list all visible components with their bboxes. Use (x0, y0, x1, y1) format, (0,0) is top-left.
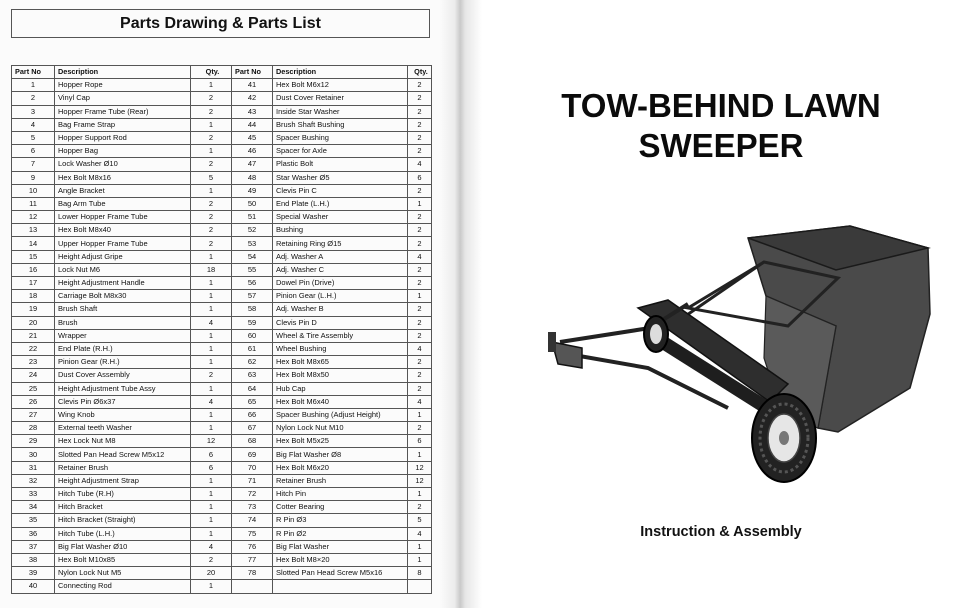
table-row (12, 488, 432, 501)
table-cell: 1 (191, 514, 232, 527)
table-row (12, 527, 432, 540)
table-cell: 2 (408, 92, 432, 105)
table-cell: 18 (191, 263, 232, 276)
table-cell: Wrapper (55, 329, 191, 342)
table-cell: 13 (12, 224, 55, 237)
table-row (12, 580, 432, 593)
table-cell: 4 (408, 527, 432, 540)
parts-table-body (12, 79, 432, 593)
table-row (12, 263, 432, 276)
table-cell: 1 (12, 79, 55, 92)
table-row (12, 303, 432, 316)
table-row (12, 501, 432, 514)
table-cell: Bushing (273, 224, 408, 237)
table-cell: Retainer Brush (273, 474, 408, 487)
table-cell: Spacer Bushing (273, 131, 408, 144)
table-cell: 43 (232, 105, 273, 118)
table-cell: 4 (191, 540, 232, 553)
table-cell: 2 (408, 211, 432, 224)
table-cell: 1 (191, 382, 232, 395)
table-row (12, 79, 432, 92)
table-cell: 2 (191, 369, 232, 382)
table-cell: 10 (12, 184, 55, 197)
table-cell: 55 (232, 263, 273, 276)
table-cell: Lock Washer Ø10 (55, 158, 191, 171)
table-cell: 1 (191, 580, 232, 593)
table-cell: 44 (232, 118, 273, 131)
table-row (12, 382, 432, 395)
table-cell: 6 (191, 448, 232, 461)
table-cell: 36 (12, 527, 55, 540)
parts-table-header-cell: Qty. (408, 66, 432, 79)
table-row (12, 395, 432, 408)
table-cell: Nylon Lock Nut M5 (55, 567, 191, 580)
table-cell: 12 (408, 461, 432, 474)
table-cell: 68 (232, 435, 273, 448)
table-cell: 2 (191, 224, 232, 237)
table-cell: 2 (408, 277, 432, 290)
table-cell: Big Flat Washer Ø8 (273, 448, 408, 461)
table-cell: 77 (232, 553, 273, 566)
table-cell: 61 (232, 342, 273, 355)
cover-subtitle: Instruction & Assembly (640, 524, 802, 540)
table-cell: 2 (408, 184, 432, 197)
table-cell: Angle Bracket (55, 184, 191, 197)
table-cell: Hex Bolt M8×20 (273, 553, 408, 566)
table-cell: 35 (12, 514, 55, 527)
table-cell: 2 (408, 356, 432, 369)
table-cell: 1 (191, 356, 232, 369)
table-cell: Height Adjustment Strap (55, 474, 191, 487)
table-cell: 48 (232, 171, 273, 184)
table-cell: 67 (232, 422, 273, 435)
table-cell: Slotted Pan Head Screw M5x12 (55, 448, 191, 461)
table-cell: 4 (191, 395, 232, 408)
table-cell: Hex Bolt M5x25 (273, 435, 408, 448)
table-cell: Brush Shaft Bushing (273, 118, 408, 131)
table-cell: 12 (12, 211, 55, 224)
table-cell: 1 (191, 488, 232, 501)
table-cell: 71 (232, 474, 273, 487)
table-cell: Hex Bolt M8x16 (55, 171, 191, 184)
table-cell: 5 (191, 171, 232, 184)
table-cell: 12 (191, 435, 232, 448)
table-cell: 60 (232, 329, 273, 342)
table-cell: 1 (191, 250, 232, 263)
parts-table-header-cell: Part No (12, 66, 55, 79)
table-cell: Hitch Tube (L.H.) (55, 527, 191, 540)
table-cell: 2 (12, 92, 55, 105)
table-row (12, 553, 432, 566)
parts-table-header-row (12, 66, 432, 79)
table-cell: Hex Bolt M8x40 (55, 224, 191, 237)
table-cell: Hopper Bag (55, 145, 191, 158)
table-cell: Retaining Ring Ø15 (273, 237, 408, 250)
table-cell: 63 (232, 369, 273, 382)
table-cell: Wheel Bushing (273, 342, 408, 355)
table-cell: 1 (408, 553, 432, 566)
table-cell: Cotter Bearing (273, 501, 408, 514)
table-cell: 2 (408, 118, 432, 131)
table-cell: Slotted Pan Head Screw M5x16 (273, 567, 408, 580)
table-cell: Lock Nut M6 (55, 263, 191, 276)
book-gutter-shadow (440, 0, 482, 608)
table-row (12, 342, 432, 355)
table-row (12, 224, 432, 237)
table-cell: R Pin Ø2 (273, 527, 408, 540)
table-cell: 2 (408, 79, 432, 92)
table-cell: 66 (232, 408, 273, 421)
table-cell: 26 (12, 395, 55, 408)
table-cell: Hub Cap (273, 382, 408, 395)
table-cell: 50 (232, 197, 273, 210)
table-cell: 5 (408, 514, 432, 527)
table-cell: 32 (12, 474, 55, 487)
table-row (12, 435, 432, 448)
table-cell: 33 (12, 488, 55, 501)
table-cell: 1 (191, 79, 232, 92)
table-cell: 1 (191, 342, 232, 355)
table-cell: 1 (191, 422, 232, 435)
table-cell: 39 (12, 567, 55, 580)
table-cell: 2 (408, 263, 432, 276)
table-cell: 27 (12, 408, 55, 421)
parts-table-header-cell: Description (55, 66, 191, 79)
table-row (12, 92, 432, 105)
table-cell: 1 (191, 303, 232, 316)
table-cell: 42 (232, 92, 273, 105)
table-cell: 9 (12, 171, 55, 184)
table-cell: 1 (408, 448, 432, 461)
table-cell: 51 (232, 211, 273, 224)
hitch-pin (548, 332, 556, 352)
table-row (12, 408, 432, 421)
table-cell: 31 (12, 461, 55, 474)
table-row (12, 118, 432, 131)
table-cell: 62 (232, 356, 273, 369)
table-cell: Pinion Gear (R.H.) (55, 356, 191, 369)
table-cell: Star Washer Ø5 (273, 171, 408, 184)
table-cell: 7 (12, 158, 55, 171)
table-cell: 16 (12, 263, 55, 276)
table-row (12, 567, 432, 580)
table-cell: 54 (232, 250, 273, 263)
table-cell: End Plate (R.H.) (55, 342, 191, 355)
table-cell: R Pin Ø3 (273, 514, 408, 527)
table-cell: 1 (191, 290, 232, 303)
parts-list-title: Parts Drawing & Parts List (11, 9, 430, 38)
table-cell: 59 (232, 316, 273, 329)
table-cell: Pinion Gear (L.H.) (273, 290, 408, 303)
table-cell: 12 (408, 474, 432, 487)
table-row (12, 540, 432, 553)
table-cell: Big Flat Washer Ø10 (55, 540, 191, 553)
table-cell: 6 (408, 435, 432, 448)
table-cell: Clevis Pin C (273, 184, 408, 197)
table-cell: 23 (12, 356, 55, 369)
table-cell: Hitch Tube (R.H) (55, 488, 191, 501)
table-cell: 76 (232, 540, 273, 553)
table-row (12, 514, 432, 527)
table-cell: Hopper Rope (55, 79, 191, 92)
table-cell: Special Washer (273, 211, 408, 224)
table-cell: 72 (232, 488, 273, 501)
table-cell: 28 (12, 422, 55, 435)
table-row (12, 145, 432, 158)
table-row (12, 197, 432, 210)
table-cell: Inside Star Washer (273, 105, 408, 118)
table-cell: 2 (408, 329, 432, 342)
table-cell: 21 (12, 329, 55, 342)
table-cell: 2 (408, 422, 432, 435)
table-cell: Retainer Brush (55, 461, 191, 474)
table-cell: Clevis Pin D (273, 316, 408, 329)
table-row (12, 105, 432, 118)
table-row (12, 316, 432, 329)
table-cell: 4 (12, 118, 55, 131)
table-cell: 1 (191, 474, 232, 487)
table-row (12, 422, 432, 435)
table-cell: 15 (12, 250, 55, 263)
table-cell: Hitch Bracket (Straight) (55, 514, 191, 527)
table-row (12, 356, 432, 369)
table-row (12, 290, 432, 303)
table-cell: 46 (232, 145, 273, 158)
table-cell: 4 (191, 316, 232, 329)
table-cell: 74 (232, 514, 273, 527)
table-cell: Carriage Bolt M8x30 (55, 290, 191, 303)
table-cell: Adj. Washer A (273, 250, 408, 263)
cover-title-line1: TOW-BEHIND LAWN (561, 87, 881, 124)
table-cell: 4 (408, 250, 432, 263)
table-cell: 2 (408, 382, 432, 395)
table-cell: 18 (12, 290, 55, 303)
table-cell: 3 (12, 105, 55, 118)
table-cell: 17 (12, 277, 55, 290)
table-cell: 4 (408, 158, 432, 171)
table-cell: Upper Hopper Frame Tube (55, 237, 191, 250)
table-cell: 8 (408, 567, 432, 580)
table-cell: 4 (408, 342, 432, 355)
table-cell: Nylon Lock Nut M10 (273, 422, 408, 435)
table-cell: 37 (12, 540, 55, 553)
table-cell: 34 (12, 501, 55, 514)
table-row (12, 448, 432, 461)
table-cell: 2 (408, 303, 432, 316)
table-cell: 4 (408, 395, 432, 408)
table-cell: 75 (232, 527, 273, 540)
table-cell: Dust Cover Retainer (273, 92, 408, 105)
table-cell: Hex Bolt M6x12 (273, 79, 408, 92)
table-cell: Hitch Bracket (55, 501, 191, 514)
table-cell: Spacer for Axle (273, 145, 408, 158)
table-cell: 29 (12, 435, 55, 448)
table-row (12, 184, 432, 197)
table-cell: 2 (408, 131, 432, 144)
table-row (12, 237, 432, 250)
cover-title (482, 86, 960, 166)
table-cell: Hex Bolt M10x85 (55, 553, 191, 566)
table-cell: 2 (408, 501, 432, 514)
table-cell: 1 (191, 118, 232, 131)
table-cell: Dowel Pin (Drive) (273, 277, 408, 290)
table-cell: 58 (232, 303, 273, 316)
table-cell: 47 (232, 158, 273, 171)
table-row (12, 131, 432, 144)
table-cell: 38 (12, 553, 55, 566)
table-cell: 53 (232, 237, 273, 250)
table-cell: 20 (191, 567, 232, 580)
table-cell: 2 (191, 553, 232, 566)
table-cell: 2 (191, 237, 232, 250)
table-cell: 2 (191, 197, 232, 210)
table-row (12, 474, 432, 487)
table-cell: Brush (55, 316, 191, 329)
hitch-tube (552, 342, 582, 368)
table-cell: 25 (12, 382, 55, 395)
table-cell: Vinyl Cap (55, 92, 191, 105)
table-cell: Spacer Bushing (Adjust Height) (273, 408, 408, 421)
table-cell: 2 (408, 369, 432, 382)
table-row (12, 461, 432, 474)
table-row (12, 171, 432, 184)
table-row (12, 211, 432, 224)
table-cell: 69 (232, 448, 273, 461)
table-cell: 45 (232, 131, 273, 144)
table-cell: 70 (232, 461, 273, 474)
table-cell: Hex Bolt M8x50 (273, 369, 408, 382)
table-cell: 2 (408, 224, 432, 237)
table-cell: Height Adjust Gripe (55, 250, 191, 263)
table-row (12, 277, 432, 290)
parts-list-page (0, 0, 452, 608)
table-cell (408, 580, 432, 593)
table-cell: 49 (232, 184, 273, 197)
parts-table (11, 65, 432, 594)
table-cell: 1 (191, 329, 232, 342)
table-cell: Dust Cover Assembly (55, 369, 191, 382)
table-cell: 41 (232, 79, 273, 92)
table-cell: Adj. Washer B (273, 303, 408, 316)
cover-title-line2: SWEEPER (638, 127, 804, 164)
table-cell: 2 (191, 92, 232, 105)
parts-table-header-cell: Qty. (191, 66, 232, 79)
table-cell: Connecting Rod (55, 580, 191, 593)
table-cell: Adj. Washer C (273, 263, 408, 276)
lawn-sweeper-illustration (538, 218, 938, 492)
table-cell: 1 (191, 501, 232, 514)
table-cell (232, 580, 273, 593)
table-cell: Hex Bolt M8x65 (273, 356, 408, 369)
table-row (12, 158, 432, 171)
table-cell: 19 (12, 303, 55, 316)
table-cell: 1 (408, 408, 432, 421)
table-cell: 1 (191, 145, 232, 158)
table-cell: 5 (12, 131, 55, 144)
parts-table-header-cell: Description (273, 66, 408, 79)
table-cell: Brush Shaft (55, 303, 191, 316)
table-cell: 1 (191, 408, 232, 421)
table-cell: 64 (232, 382, 273, 395)
table-cell: 22 (12, 342, 55, 355)
table-cell: 6 (408, 171, 432, 184)
table-cell: 78 (232, 567, 273, 580)
parts-table-header-cell: Part No (232, 66, 273, 79)
table-cell: External teeth Washer (55, 422, 191, 435)
table-cell: Lower Hopper Frame Tube (55, 211, 191, 224)
table-cell: Wing Knob (55, 408, 191, 421)
table-cell: 6 (12, 145, 55, 158)
table-cell: 2 (191, 158, 232, 171)
table-cell: Hex Bolt M6x20 (273, 461, 408, 474)
table-cell: 2 (408, 316, 432, 329)
table-cell: 1 (408, 197, 432, 210)
table-cell: 57 (232, 290, 273, 303)
table-cell: 65 (232, 395, 273, 408)
table-cell: 24 (12, 369, 55, 382)
table-cell: Height Adjustment Tube Assy (55, 382, 191, 395)
table-cell: Hex Bolt M6x40 (273, 395, 408, 408)
table-row (12, 250, 432, 263)
table-cell: Plastic Bolt (273, 158, 408, 171)
table-cell: 20 (12, 316, 55, 329)
table-cell: 11 (12, 197, 55, 210)
table-cell: 1 (408, 488, 432, 501)
table-cell: 1 (191, 277, 232, 290)
table-cell: 2 (408, 237, 432, 250)
table-cell: 52 (232, 224, 273, 237)
table-cell: 2 (408, 105, 432, 118)
table-cell: Big Flat Washer (273, 540, 408, 553)
table-cell: 1 (191, 527, 232, 540)
table-cell: Hopper Frame Tube (Rear) (55, 105, 191, 118)
table-cell: 2 (191, 105, 232, 118)
table-cell: Bag Frame Strap (55, 118, 191, 131)
table-cell: 1 (408, 290, 432, 303)
table-row (12, 329, 432, 342)
table-cell: 2 (191, 211, 232, 224)
table-cell: 56 (232, 277, 273, 290)
table-cell: Hex Lock Nut M8 (55, 435, 191, 448)
table-cell: 2 (408, 145, 432, 158)
table-cell: Clevis Pin Ø6x37 (55, 395, 191, 408)
table-cell: End Plate (L.H.) (273, 197, 408, 210)
table-row (12, 369, 432, 382)
table-cell (273, 580, 408, 593)
table-cell: 2 (191, 131, 232, 144)
table-cell: 14 (12, 237, 55, 250)
table-cell: 73 (232, 501, 273, 514)
table-cell: Hitch Pin (273, 488, 408, 501)
table-cell: 6 (191, 461, 232, 474)
table-cell: 1 (191, 184, 232, 197)
table-cell: Wheel & Tire Assembly (273, 329, 408, 342)
table-cell: Bag Arm Tube (55, 197, 191, 210)
table-cell: 30 (12, 448, 55, 461)
table-cell: Height Adjustment Handle (55, 277, 191, 290)
table-cell: Hopper Support Rod (55, 131, 191, 144)
table-cell: 1 (408, 540, 432, 553)
table-cell: 40 (12, 580, 55, 593)
